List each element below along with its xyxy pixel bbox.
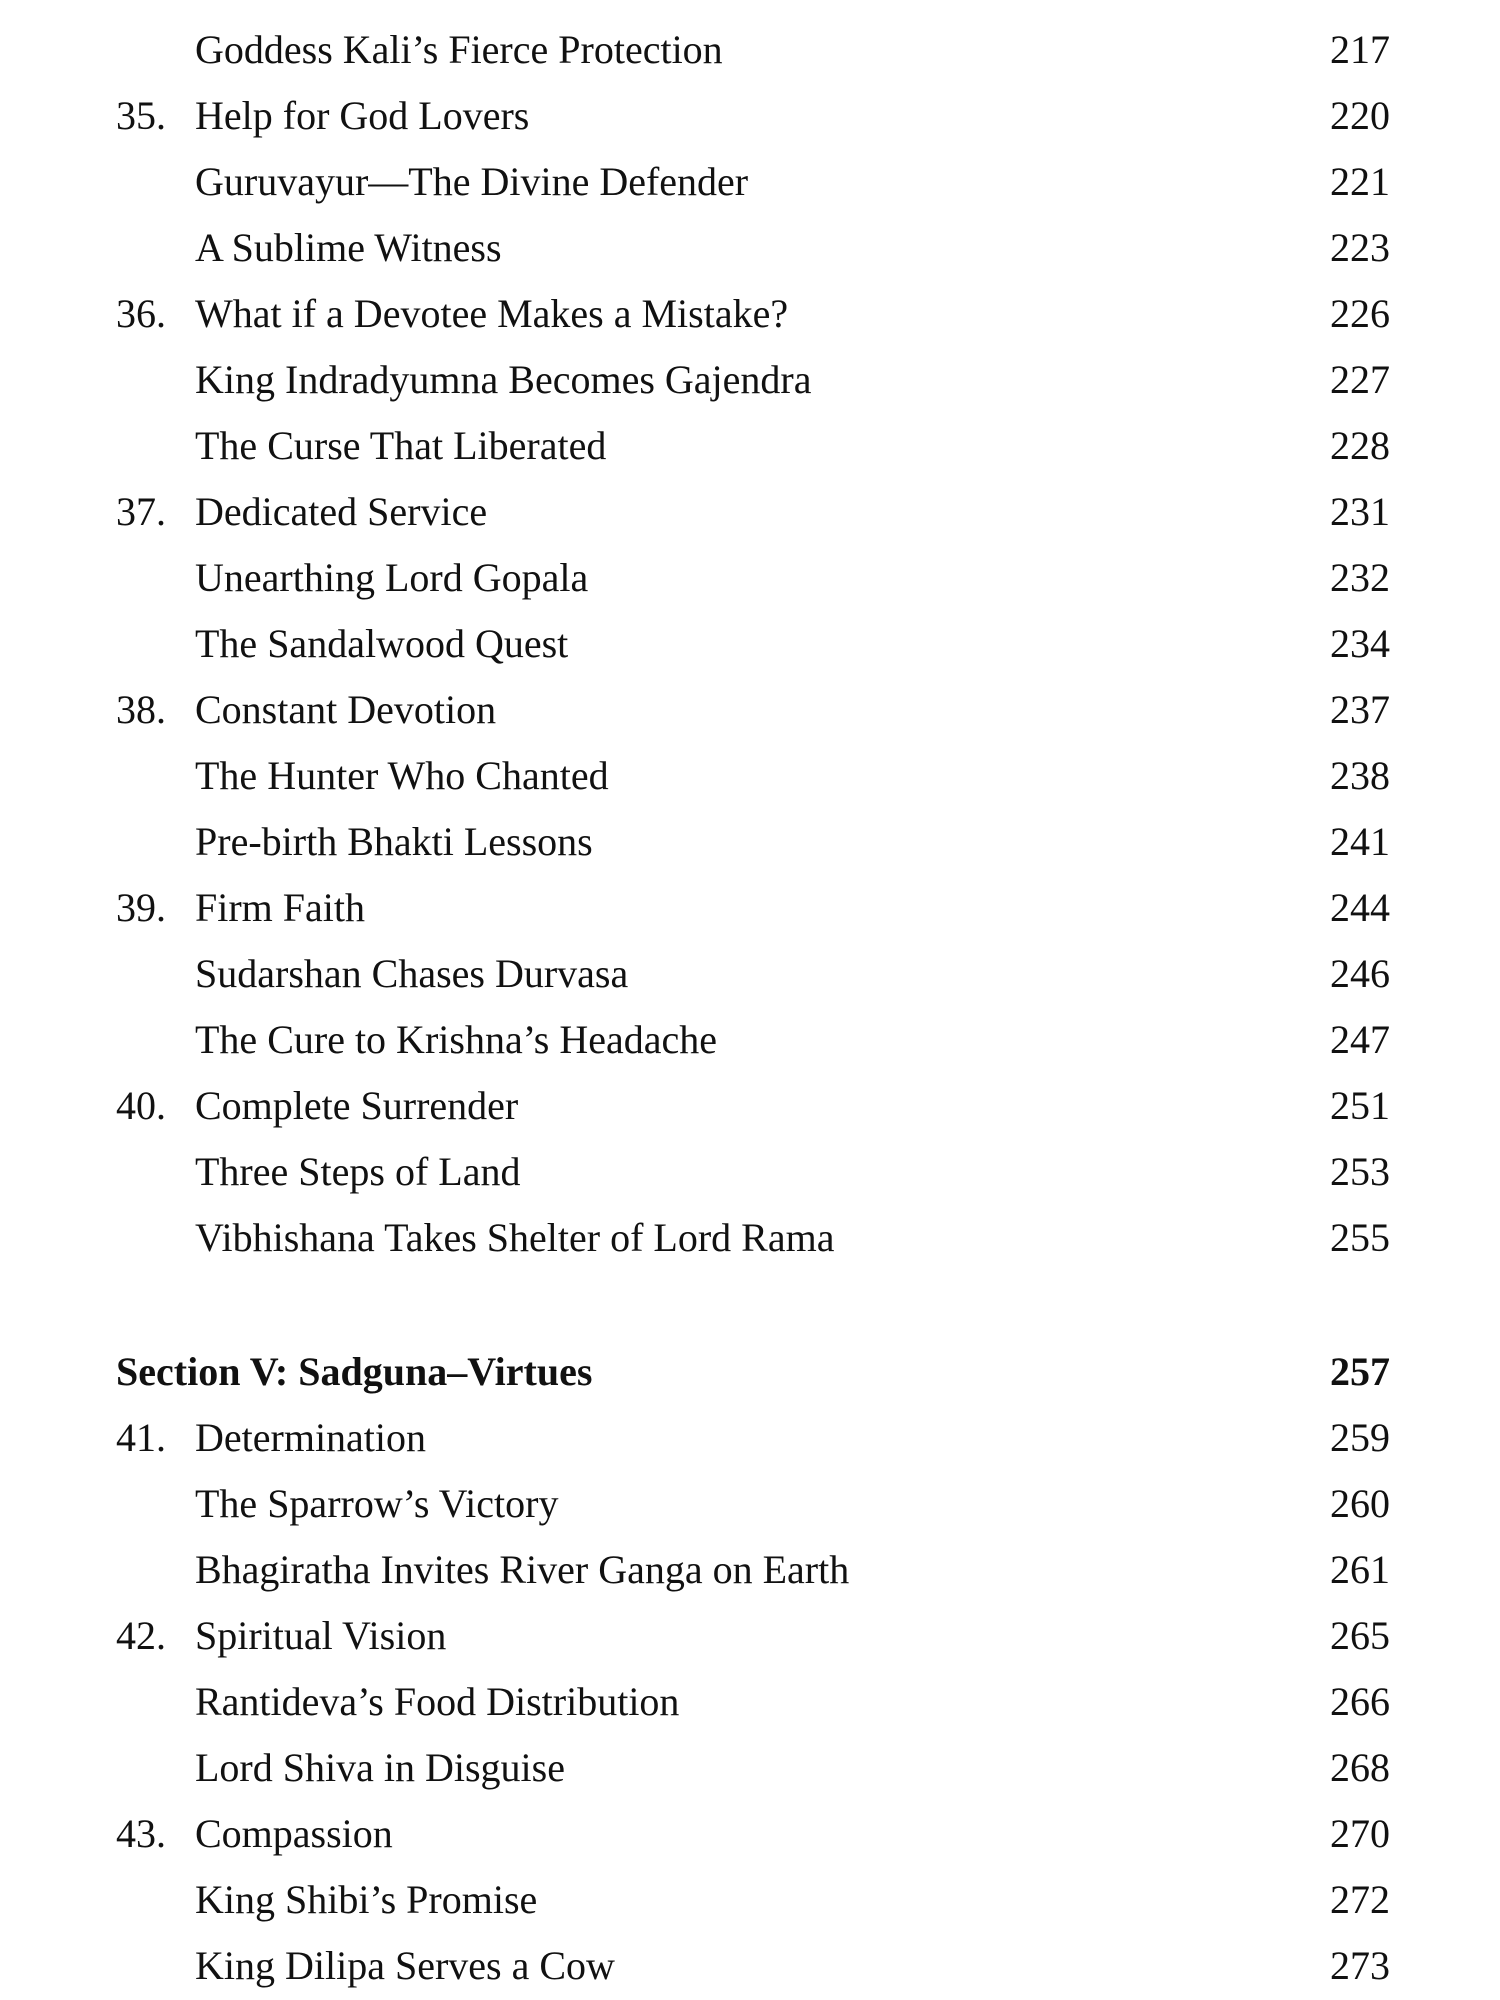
page-number: 227 xyxy=(1330,357,1390,402)
toc-entry xyxy=(0,1474,1500,1534)
toc-entry xyxy=(0,1208,1500,1268)
page-number: 231 xyxy=(1330,489,1390,534)
toc-entry xyxy=(0,1804,1500,1864)
entry-title: The Hunter Who Chanted xyxy=(195,753,609,798)
entry-title: Guruvayur—The Divine Defender xyxy=(195,159,749,204)
toc-entry xyxy=(0,1076,1500,1136)
page-number: 217 xyxy=(1330,27,1390,72)
page-number: 266 xyxy=(1330,1679,1390,1724)
page-number: 255 xyxy=(1330,1215,1390,1260)
toc-entry xyxy=(0,20,1500,80)
toc-entry xyxy=(0,614,1500,674)
chapter-number: 41. xyxy=(116,1415,166,1460)
page-number: 270 xyxy=(1330,1811,1390,1856)
page-number: 244 xyxy=(1330,885,1390,930)
entry-title: The Cure to Krishna’s Headache xyxy=(195,1017,718,1062)
page-number: 251 xyxy=(1330,1083,1390,1128)
page-number: 223 xyxy=(1330,225,1390,270)
toc-entry xyxy=(0,944,1500,1004)
page-number: 228 xyxy=(1330,423,1390,468)
toc-entry xyxy=(0,548,1500,608)
page-number: 265 xyxy=(1330,1613,1390,1658)
entry-title: Pre-birth Bhakti Lessons xyxy=(195,819,593,864)
page-number: 272 xyxy=(1330,1877,1390,1922)
page-number: 226 xyxy=(1330,291,1390,336)
entry-title: Three Steps of Land xyxy=(195,1149,521,1194)
toc-entry xyxy=(0,746,1500,806)
entry-title: Sudarshan Chases Durvasa xyxy=(195,951,629,996)
page-number: 241 xyxy=(1330,819,1390,864)
chapter-number: 42. xyxy=(116,1613,166,1658)
toc-entry xyxy=(0,1142,1500,1202)
toc-entry xyxy=(0,1408,1500,1468)
toc-entry xyxy=(0,350,1500,410)
toc-entry xyxy=(0,1606,1500,1666)
page-number: 234 xyxy=(1330,621,1390,666)
entry-title: What if a Devotee Makes a Mistake? xyxy=(195,291,789,336)
toc-entry xyxy=(0,1870,1500,1930)
page-number: 238 xyxy=(1330,753,1390,798)
toc-entry xyxy=(0,1936,1500,1996)
entry-title: Rantideva’s Food Distribution xyxy=(195,1679,680,1724)
toc-entry xyxy=(0,482,1500,542)
chapter-number: 37. xyxy=(116,489,166,534)
entry-title: Bhagiratha Invites River Ganga on Earth xyxy=(195,1547,850,1592)
section-heading xyxy=(0,1342,1500,1402)
entry-title: The Sandalwood Quest xyxy=(195,621,569,666)
section-title: Section V: Sadguna–Virtues xyxy=(116,1349,593,1394)
entry-title: Determination xyxy=(195,1415,427,1460)
entry-title: Vibhishana Takes Shelter of Lord Rama xyxy=(195,1215,835,1260)
toc-entry xyxy=(0,1738,1500,1798)
entry-title: Help for God Lovers xyxy=(195,93,530,138)
section-page-number: 257 xyxy=(1330,1349,1390,1394)
entry-title: Spiritual Vision xyxy=(195,1613,447,1658)
page-number: 220 xyxy=(1330,93,1390,138)
entry-title: A Sublime Witness xyxy=(195,225,502,270)
toc-entry xyxy=(0,152,1500,212)
entry-title: Goddess Kali’s Fierce Protection xyxy=(195,27,723,72)
chapter-number: 43. xyxy=(116,1811,166,1856)
toc-entry xyxy=(0,1010,1500,1070)
chapter-number: 38. xyxy=(116,687,166,732)
toc-entry xyxy=(0,878,1500,938)
page-number: 260 xyxy=(1330,1481,1390,1526)
page-number: 259 xyxy=(1330,1415,1390,1460)
toc-entry xyxy=(0,284,1500,344)
chapter-number: 40. xyxy=(116,1083,166,1128)
toc-entry xyxy=(0,812,1500,872)
page-number: 247 xyxy=(1330,1017,1390,1062)
entry-title: Firm Faith xyxy=(195,885,366,930)
chapter-number: 35. xyxy=(116,93,166,138)
page-number: 261 xyxy=(1330,1547,1390,1592)
chapter-number: 36. xyxy=(116,291,166,336)
chapter-number: 39. xyxy=(116,885,166,930)
entry-title: King Dilipa Serves a Cow xyxy=(195,1943,615,1988)
entry-title: Complete Surrender xyxy=(195,1083,519,1128)
entry-title: Constant Devotion xyxy=(195,687,497,732)
entry-title: The Curse That Liberated xyxy=(195,423,607,468)
toc-entry xyxy=(0,1672,1500,1732)
page-number: 246 xyxy=(1330,951,1390,996)
entry-title: Dedicated Service xyxy=(195,489,488,534)
page-number: 253 xyxy=(1330,1149,1390,1194)
toc-entry xyxy=(0,218,1500,278)
page-number: 273 xyxy=(1330,1943,1390,1988)
page-number: 232 xyxy=(1330,555,1390,600)
toc-entry xyxy=(0,680,1500,740)
toc-entry xyxy=(0,416,1500,476)
toc-entry xyxy=(0,1540,1500,1600)
page-number: 237 xyxy=(1330,687,1390,732)
entry-title: King Indradyumna Becomes Gajendra xyxy=(195,357,812,402)
page-number: 268 xyxy=(1330,1745,1390,1790)
toc-entry xyxy=(0,86,1500,146)
entry-title: Compassion xyxy=(195,1811,393,1856)
entry-title: The Sparrow’s Victory xyxy=(195,1481,559,1526)
entry-title: Unearthing Lord Gopala xyxy=(195,555,589,600)
page-number: 221 xyxy=(1330,159,1390,204)
entry-title: Lord Shiva in Disguise xyxy=(195,1745,565,1790)
entry-title: King Shibi’s Promise xyxy=(195,1877,538,1922)
